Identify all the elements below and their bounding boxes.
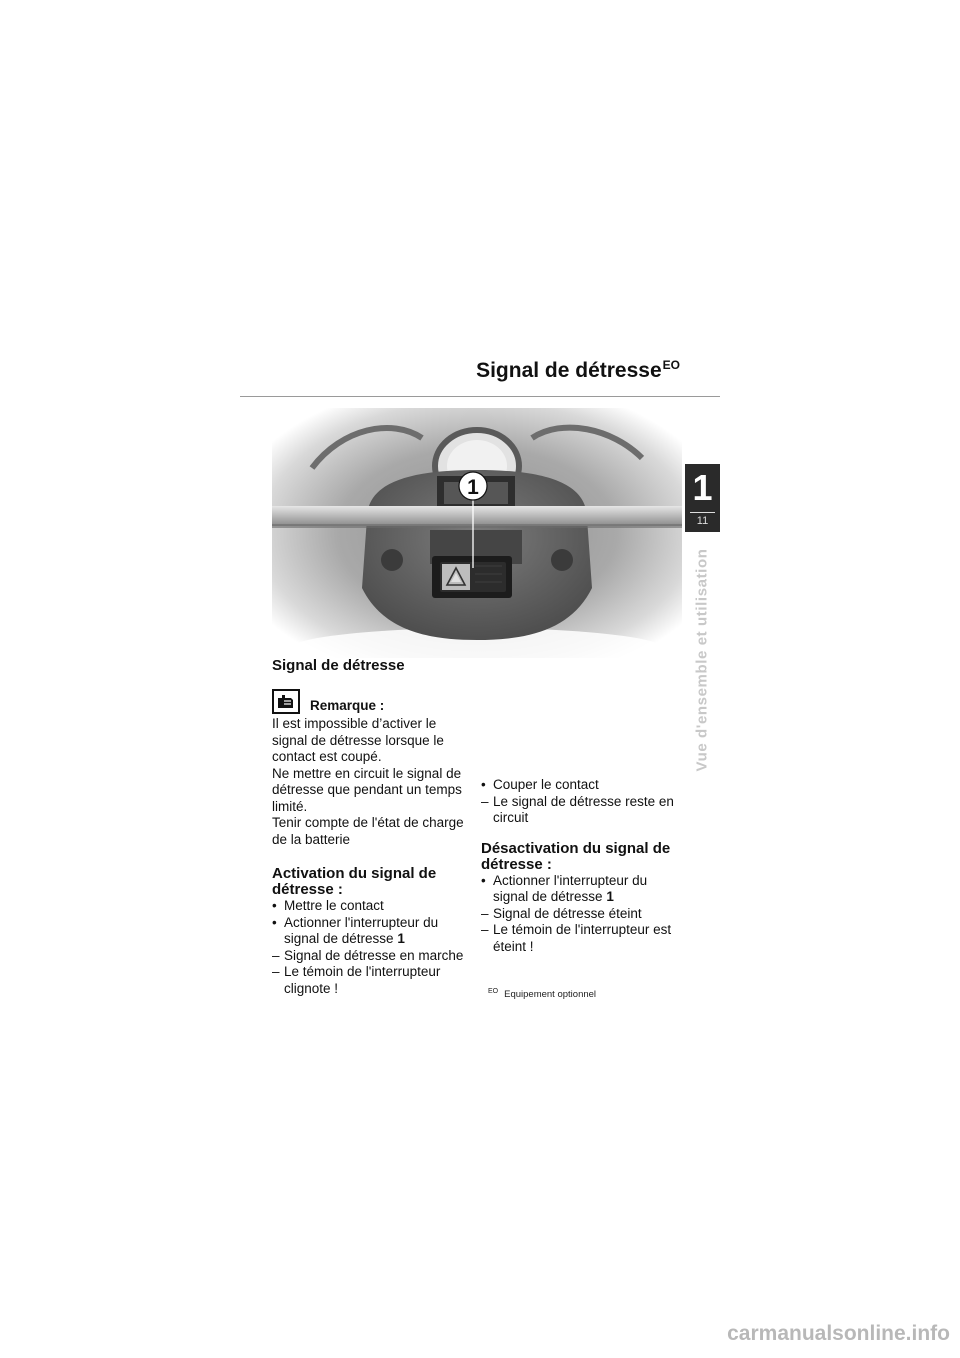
chapter-tab-divider	[690, 512, 715, 513]
page-title	[476, 358, 680, 383]
callout-reference: 1	[606, 889, 614, 904]
chapter-number: 1	[692, 467, 713, 508]
note-label: Remarque :	[310, 697, 385, 713]
page-title-text: Signal de détresse	[476, 359, 662, 382]
deactivation-heading: Désactivation du signal de détresse :	[481, 839, 671, 873]
hazard-switch-photo	[272, 408, 682, 658]
list-item-text: Mettre le contact	[284, 898, 384, 913]
section-title: Signal de détresse	[272, 657, 405, 674]
footnote-marker: EO	[488, 988, 499, 995]
list-item-text: Actionner l'interrupteur du signal de détresse	[284, 914, 439, 946]
list-item	[481, 777, 681, 794]
list-item-text: Le témoin de l'interrupteur clignote !	[284, 964, 441, 996]
footnote	[488, 988, 596, 1000]
callout-reference: 1	[397, 931, 405, 946]
list-item-text: Signal de détresse en marche	[284, 947, 464, 963]
page-title-superscript: EO	[662, 358, 680, 372]
title-divider	[240, 396, 720, 397]
note-paragraph: Tenir compte de l'état de charge de la batterie	[272, 815, 464, 847]
chapter-tab	[685, 464, 720, 532]
list-item	[481, 906, 681, 923]
list-item-text: Le signal de détresse reste en circuit	[493, 793, 674, 825]
side-section-label-text: Vue d'ensemble et utilisation	[693, 548, 711, 772]
activation-steps	[272, 898, 472, 997]
list-item	[272, 948, 472, 965]
list-item-text: Couper le contact	[493, 777, 599, 792]
figure-callout-label: 1	[467, 476, 479, 499]
ignition-off-steps	[481, 777, 681, 827]
spacer	[272, 848, 472, 866]
list-item	[481, 794, 681, 827]
watermark: carmanualsonline.info	[727, 1322, 950, 1345]
side-section-label	[690, 550, 714, 770]
list-item	[272, 915, 472, 948]
note-header	[272, 689, 472, 714]
note-icon	[272, 689, 300, 714]
right-column	[481, 777, 681, 955]
footnote-text: Equipement optionnel	[504, 989, 597, 1001]
list-item-text: Le témoin de l'interrupteur est éteint !	[493, 922, 672, 954]
list-item	[272, 898, 472, 915]
note-paragraph: Il est impossible d’activer le signal de détresse lorsque le contact est coupé.	[272, 716, 444, 764]
deactivation-steps	[481, 873, 681, 956]
left-column	[272, 657, 472, 997]
spacer	[481, 827, 681, 841]
list-item	[272, 964, 472, 997]
note-paragraph: Ne mettre en circuit le signal de détresse que pendant un temps limité.	[272, 765, 462, 814]
activation-heading: Activation du signal de détresse :	[272, 865, 437, 898]
list-item-text: Actionner l'interrupteur du signal de détresse	[493, 872, 648, 904]
page-number: 11	[696, 515, 709, 527]
list-item-text: Signal de détresse éteint	[493, 905, 642, 921]
list-item	[481, 873, 681, 906]
list-item	[481, 922, 681, 955]
